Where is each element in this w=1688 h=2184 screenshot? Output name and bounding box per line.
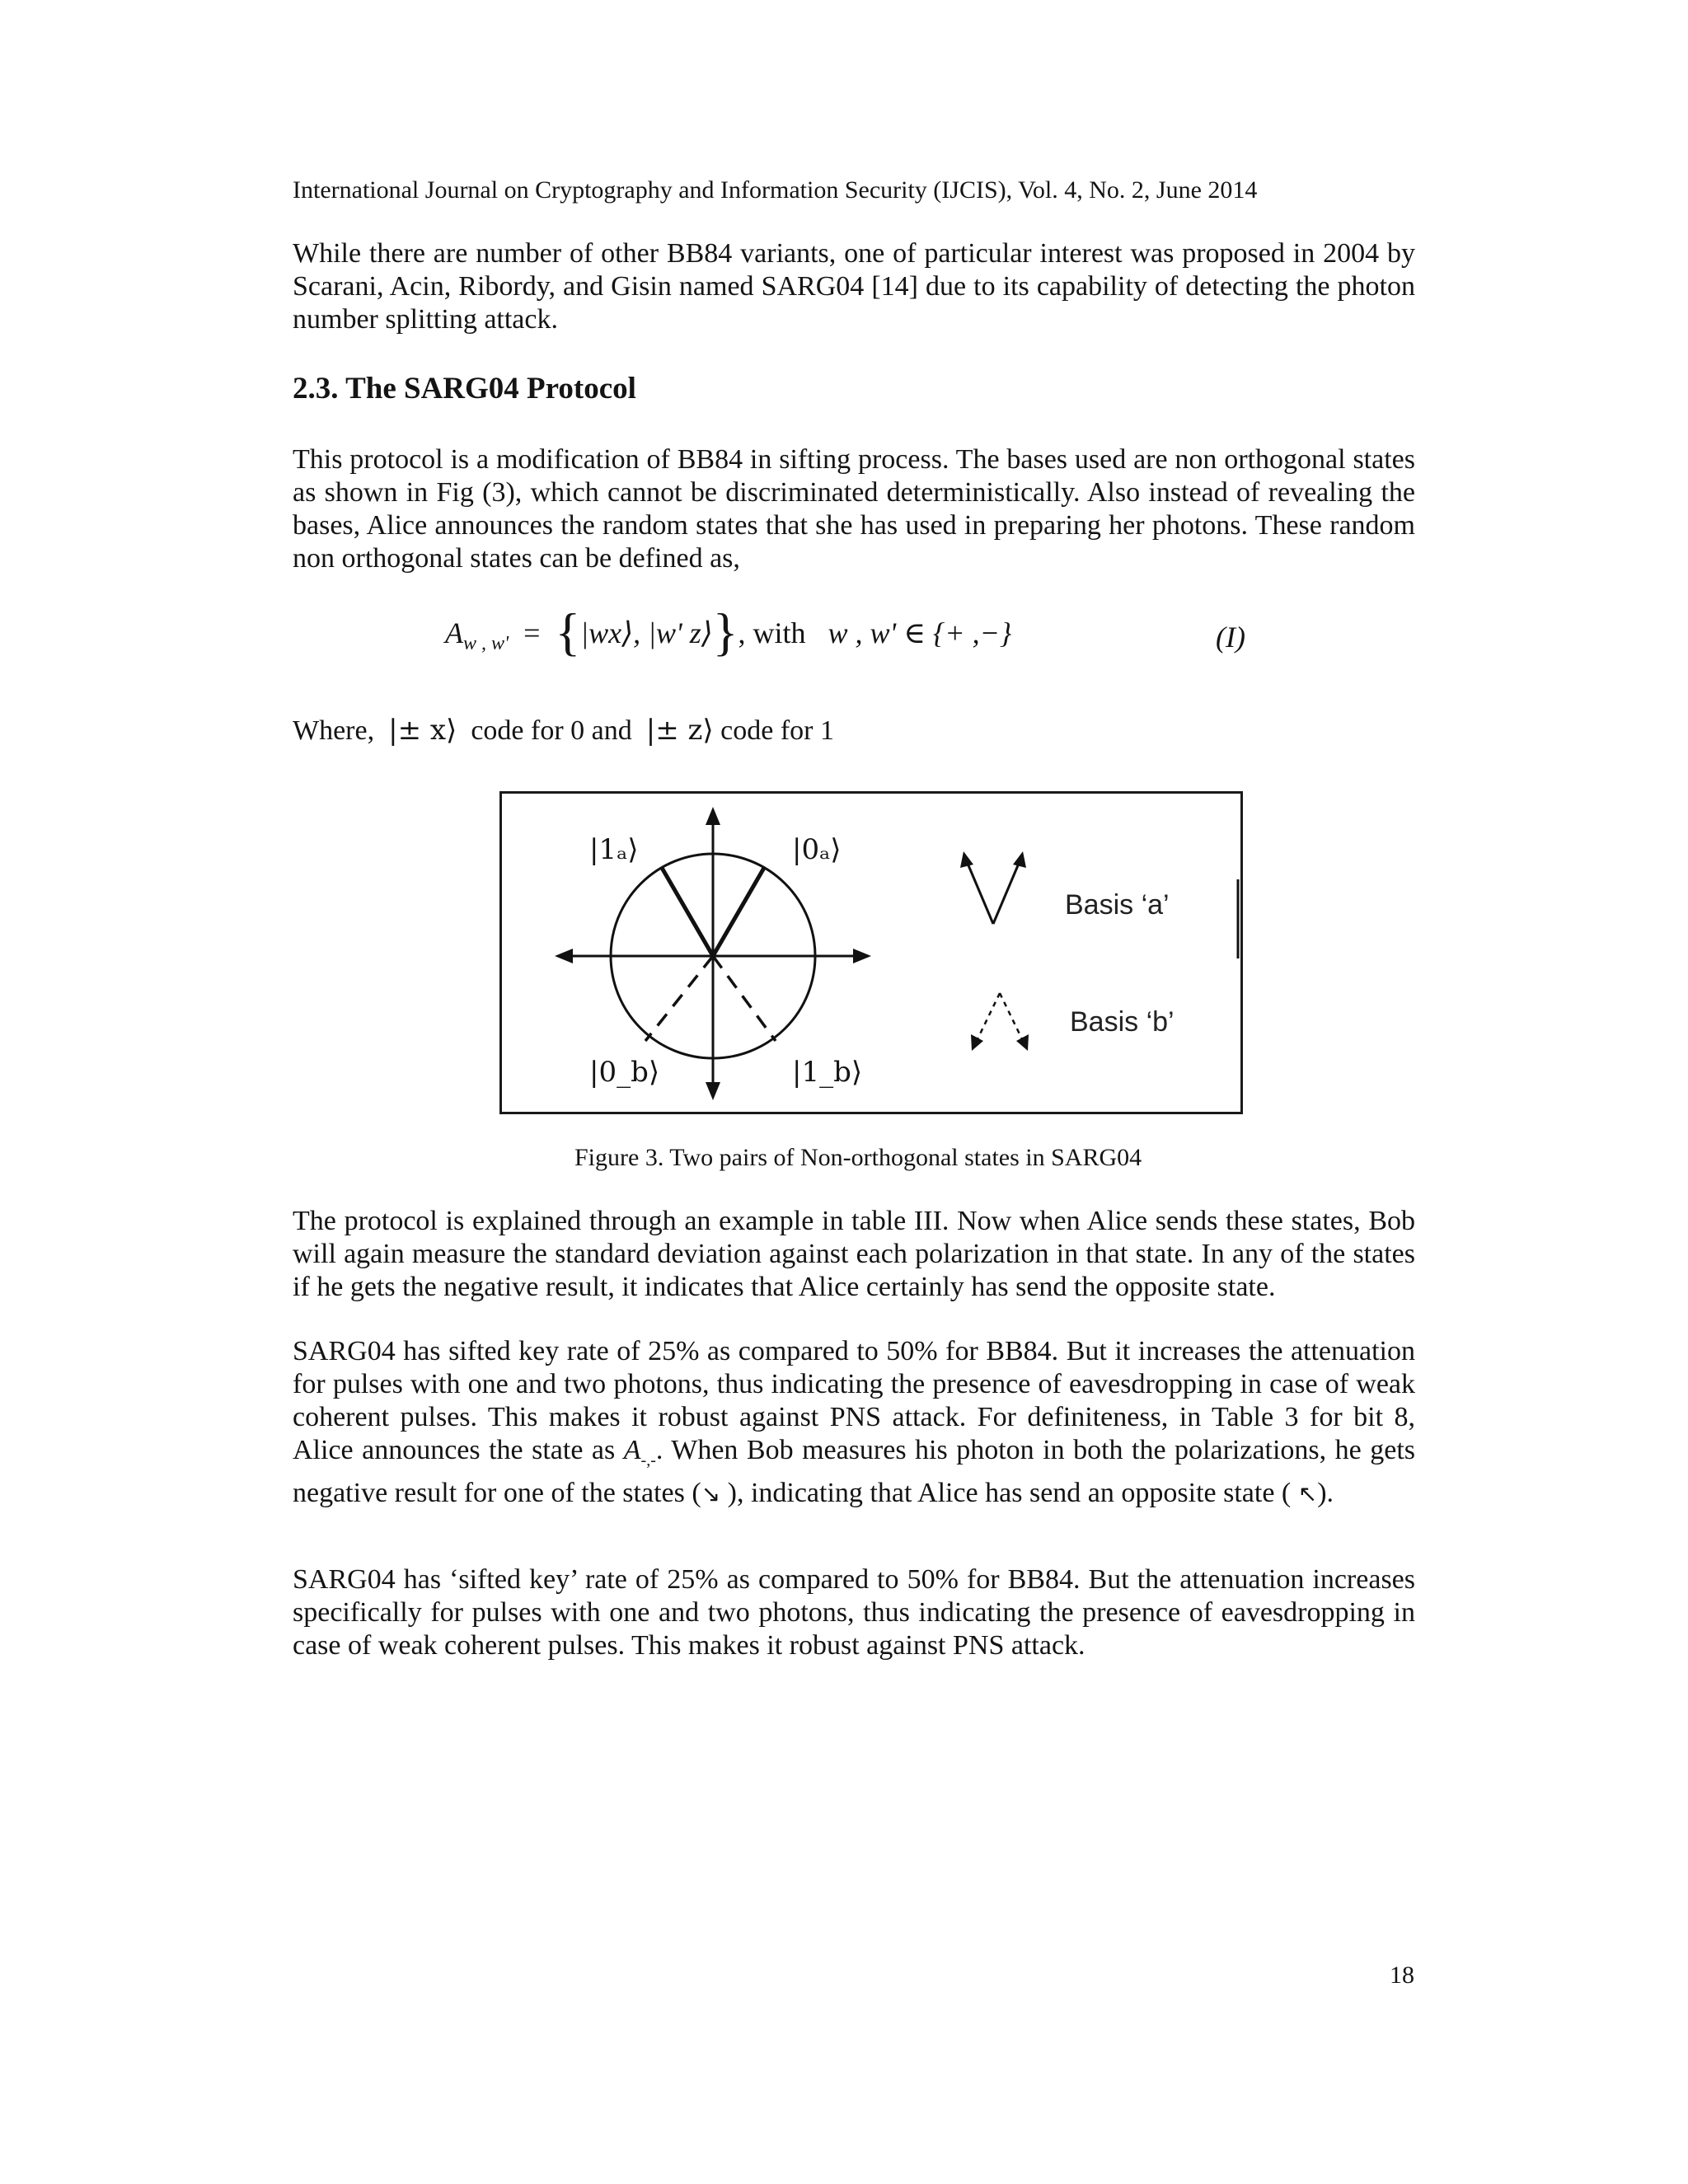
- equation-lhs: A: [445, 616, 463, 649]
- left-brace-icon: {: [555, 602, 581, 661]
- state-1a-line: [662, 868, 713, 956]
- legend-a-left-arrow-icon: [960, 851, 973, 868]
- figure-3: [499, 791, 1243, 1114]
- legend-a-right-arrow-icon: [1013, 851, 1026, 868]
- running-header: International Journal on Cryptography and Information Security (IJCIS), Vol. 4, No. 2, June 2014: [293, 176, 1258, 204]
- where-prefix: Where,: [293, 715, 375, 746]
- legend-a-left-line: [966, 860, 993, 924]
- equation-set-body: |wx⟩, |w' z⟩: [580, 616, 713, 649]
- label-ket-1b: |1_b⟩: [792, 1056, 863, 1089]
- state-1b-line: [713, 956, 776, 1041]
- rate-text-2: . When Bob measures his photon in both the polarizations, he gets negative result for one of the states (: [293, 1435, 1416, 1508]
- legend-b-right-arrow-icon: [1016, 1034, 1029, 1051]
- legend-b-left-arrow-icon: [971, 1034, 983, 1051]
- state-subscript: -,-: [640, 1451, 656, 1469]
- ket-z: |± z⟩: [645, 714, 714, 747]
- example-paragraph: The protocol is explained through an example in table III. Now when Alice sends these states, Bob will again measure the standard deviation against each polarization in that state. In any of the states if he gets the negative result, it indicates that Alice certainly has send the opposite state.: [293, 1206, 1415, 1302]
- legend-basis-b: Basis ‘b’: [1070, 1006, 1175, 1038]
- axis-right-arrow-icon: [853, 949, 871, 963]
- equation-with: , with: [738, 616, 806, 649]
- axis-left-arrow-icon: [555, 949, 573, 963]
- where-line: [293, 714, 834, 747]
- legend-basis-a: Basis ‘a’: [1065, 889, 1170, 921]
- legend-b-left-line: [976, 993, 1000, 1043]
- section-heading: 2.3. The SARG04 Protocol: [293, 372, 636, 405]
- state-0a-line: [713, 868, 764, 956]
- ket-x: |± x⟩: [388, 714, 457, 747]
- label-ket-0b: |0_b⟩: [589, 1056, 660, 1089]
- page-number: 18: [1390, 1961, 1414, 1989]
- rate-text-3: ), indicating that Alice has send an opposite state (: [720, 1477, 1298, 1508]
- diagonal-down-right-arrow-icon: ↘: [701, 1479, 721, 1507]
- equation-condition: w , w' ∈ {+ ,−}: [828, 616, 1012, 649]
- legend-b-right-line: [1000, 993, 1024, 1043]
- rate-paragraph: [293, 1335, 1415, 1511]
- axis-up-arrow-icon: [706, 807, 720, 825]
- rate-text-1: SARG04 has sifted key rate of 25% as compared to 50% for BB84. But it increases the attenuation for pulses with one and two photons, thus indicating the presence of eavesdropping in case of weak coherent pulses. This makes it robust against PNS attack. For definiteness, in Table 3 for bit 8, Alice announces the state as: [293, 1336, 1415, 1465]
- state-0b-line: [645, 956, 713, 1041]
- right-brace-icon: }: [712, 602, 738, 661]
- rate-text-4: ).: [1317, 1477, 1334, 1508]
- equation-number: (I): [1216, 621, 1245, 654]
- axis-down-arrow-icon: [706, 1082, 720, 1100]
- equation-lhs-subscript: w , w': [463, 633, 509, 655]
- legend-a-right-line: [993, 860, 1020, 924]
- state-symbol: A: [623, 1435, 641, 1465]
- figure-caption: Figure 3. Two pairs of Non-orthogonal states in SARG04: [574, 1144, 1142, 1171]
- equation-I: [445, 602, 1269, 676]
- label-ket-1a: |1ₐ⟩: [589, 833, 639, 866]
- definition-paragraph: This protocol is a modification of BB84 in sifting process. The bases used are non orthogonal states as shown in Fig (3), which cannot be discriminated deterministically. Also instead of revealing the bases, Alice announces the random states that she has used in preparing her photons. These random non orthogonal states can be defined as,: [293, 444, 1415, 574]
- code0-text: code for 0 and: [471, 715, 632, 746]
- final-paragraph: SARG04 has ‘sifted key’ rate of 25% as compared to 50% for BB84. But the attenuation increases specifically for pulses with one and two photons, thus indicating the presence of eavesdropping in case of weak coherent pulses. This makes it robust against PNS attack.: [293, 1564, 1415, 1661]
- label-ket-0a: |0ₐ⟩: [792, 833, 842, 866]
- diagonal-up-left-arrow-icon: ↖: [1297, 1479, 1318, 1507]
- intro-paragraph: While there are number of other BB84 variants, one of particular interest was proposed in 2004 by Scarani, Acin, Ribordy, and Gisin named SARG04 [14] due to its capability of detecting the photon number splitting attack.: [293, 238, 1415, 335]
- equation-equals: =: [523, 616, 541, 649]
- code1-text: code for 1: [720, 715, 834, 746]
